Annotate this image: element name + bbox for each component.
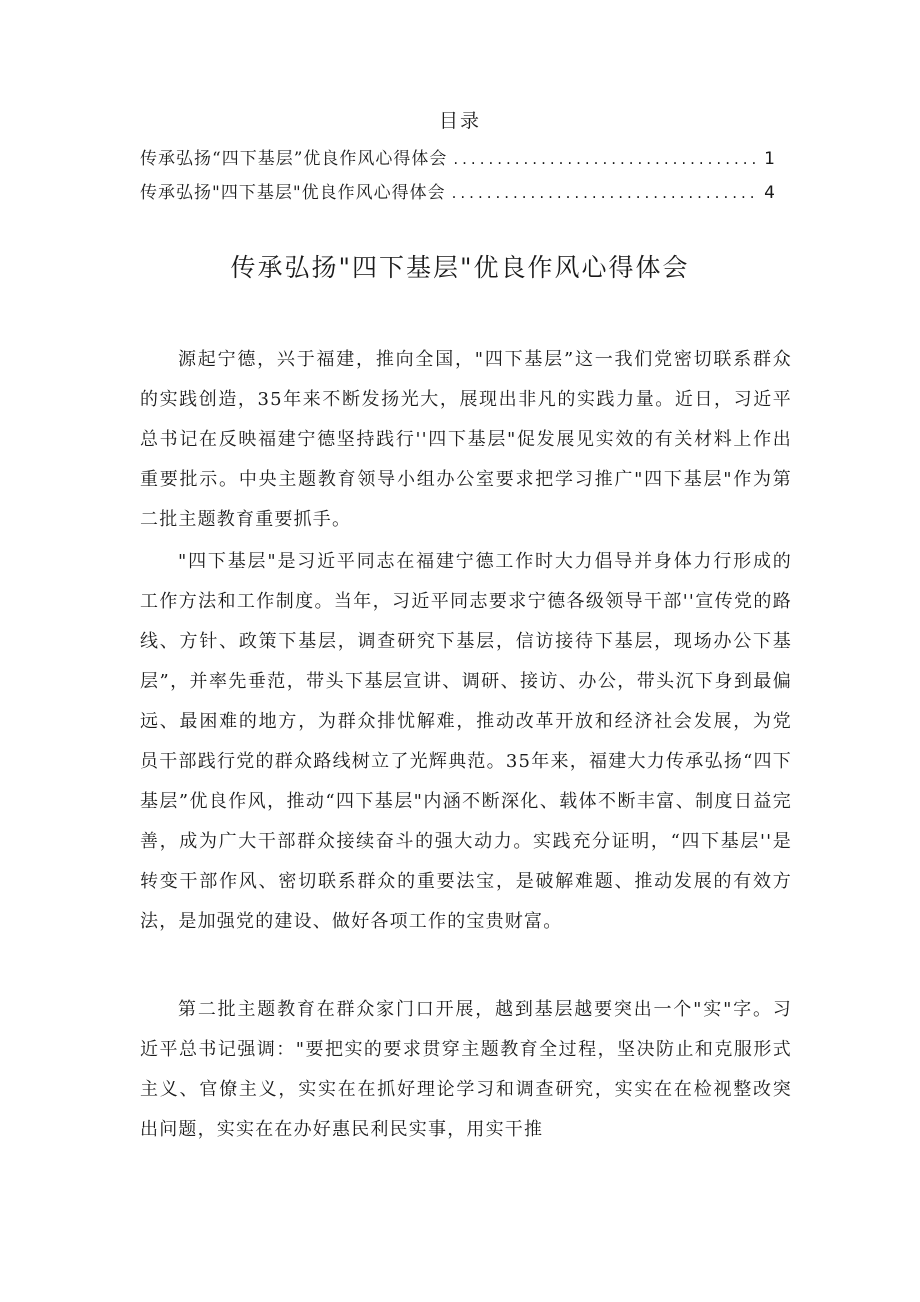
body-paragraph-2: "四下基层"是习近平同志在福建宁德工作时大力倡导并身体力行形成的工作方法和工作制度。当年，习近平同志要求宁德各级领导干部''宣传党的路线、方针、政策下基层，调查研究下基层，信访接待下基层，现场办公下基层”，并率先垂范，带头下基层宣讲、调研、接访、办公，带头沉下身到最偏远、最困难的地方，为群众排忧解难，推动改革开放和经济社会发展，为党员干部践行党的群众路线树立了光辉典范。35年来，福建大力传承弘扬“四下基层”优良作风，推动“四下基层"内涵不断深化、载体不断丰富、制度日益完善，成为广大干部群众接续奋斗的强大动力。实践充分证明，“四下基层''是转变干部作风、密切联系群众的重要法宝，是破解难题、推动发展的有效方法，是加强党的建设、做好各项工作的宝贵财富。 <box>140 551 792 932</box>
toc-entry-1[interactable] <box>140 144 776 169</box>
toc-page-number: 1 <box>764 149 776 169</box>
document-title: 传承弘扬"四下基层"优良作风心得体会 <box>230 253 690 282</box>
toc-leader-dots <box>453 150 758 168</box>
body-paragraph-3: 第二批主题教育在群众家门口开展，越到基层越要突出一个"实"字。习近平总书记强调："要把实的要求贯穿主题教育全过程，坚决防止和克服形式主义、官僚主义，实实在在抓好理论学习和调查研究，实实在在检视整改突出问题，实实在在办好惠民利民实事，用实干推 <box>140 999 792 1140</box>
body-paragraph-1: 源起宁德，兴于福建，推向全国，"四下基层”这一我们党密切联系群众的实践创造，35年来不断发扬光大，展现出非凡的实践力量。近日，习近平总书记在反映福建宁德坚持践行''四下基层"促发展见实效的有关材料上作出重要批示。中央主题教育领导小组办公室要求把学习推广"四下基层"作为第二批主题教育重要抓手。 <box>140 349 792 530</box>
toc-entry-title: 传承弘扬“四下基层”优良作风心得体会 <box>140 149 448 169</box>
toc-entry-2[interactable] <box>140 178 776 203</box>
toc-leader-dots <box>452 184 759 202</box>
toc-entry-title: 传承弘扬"四下基层"优良作风心得体会 <box>140 183 446 203</box>
toc-page-number: 4 <box>764 183 776 203</box>
toc-heading: 目录 <box>438 110 481 132</box>
